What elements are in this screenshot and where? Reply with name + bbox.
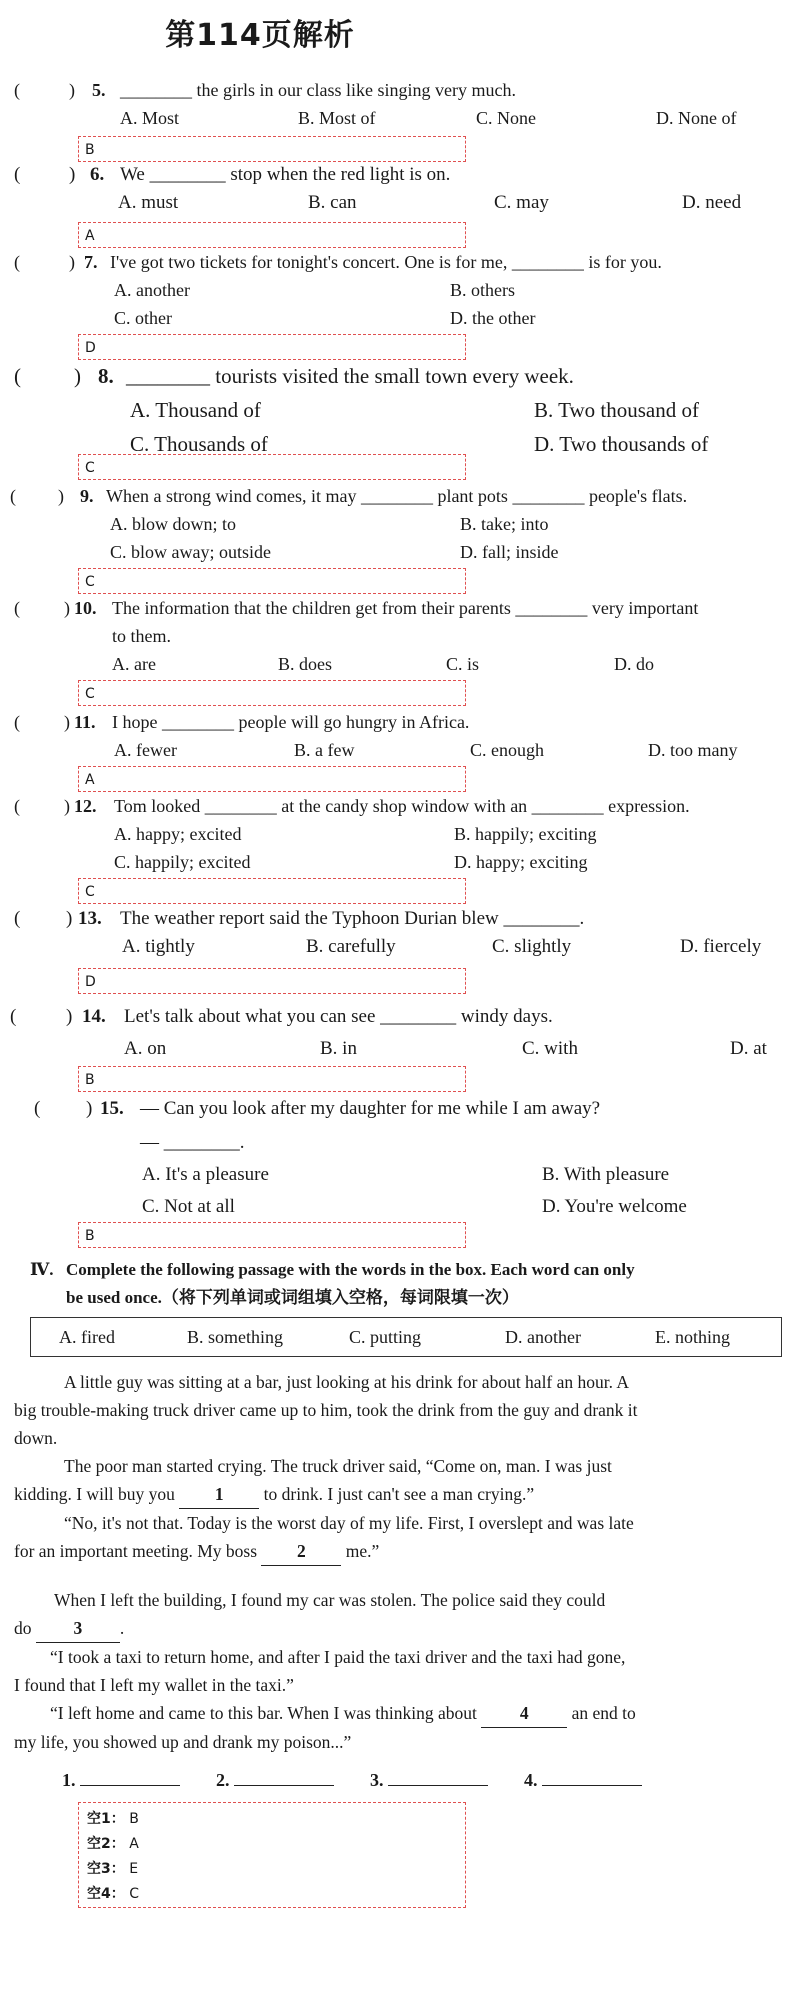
option-a: A. happy; excited [114,824,242,844]
passage-text: me.” [345,1541,380,1561]
option-c: C. Not at all [142,1196,235,1217]
option-c: C. happily; excited [114,852,251,872]
answer-box: A [78,222,466,248]
answer-number: 4. [524,1770,642,1791]
answer-box: B [78,136,466,162]
option-d: D. None of [656,108,737,128]
option-b: B. happily; exciting [454,824,597,844]
blank-1: 1 [179,1480,259,1509]
option-d: D. do [614,654,654,674]
passage-line [14,1480,789,1509]
option-b: B. a few [294,740,355,760]
option-a: A. must [118,192,179,213]
word-option: A. fired [59,1327,115,1347]
option-a: A. tightly [122,936,195,957]
answer-box: B [78,1222,466,1248]
passage [14,1368,789,1756]
option-c: C. may [494,192,549,213]
passage-text: . [119,1618,125,1638]
question-text: ________ the girls in our class like singing very much. [120,80,516,100]
option-c: C. slightly [492,936,572,957]
option-d: D. You're welcome [542,1196,687,1217]
answer-paren: ( ) [14,796,70,816]
option-a: A. fewer [114,740,177,760]
question-text: I hope ________ people will go hungry in Africa. [112,712,470,732]
question-8 [14,364,789,466]
passage-text: do [14,1618,32,1638]
question-number: 7. [84,252,98,272]
passage-line: my life, you showed up and drank my poison...” [14,1732,352,1752]
answer-box: C [78,454,466,480]
blank-4: 4 [481,1699,567,1728]
question-text: The weather report said the Typhoon Durian blew ________. [120,908,585,929]
passage-line: I found that I left my wallet in the taxi.” [14,1675,294,1695]
passage-line: The poor man started crying. The truck driver said, “Come on, man. I was just [64,1456,612,1476]
final-answer-box [78,1802,466,1908]
answer-number: 1. [62,1770,180,1791]
question-number: 12. [74,796,97,816]
answer-box: C [78,568,466,594]
option-a: A. on [124,1038,167,1059]
section-instruction: Complete the following passage with the words in the box. Each word can only [66,1260,635,1279]
option-a: A. Thousand of [130,398,261,422]
passage-line: A little guy was sitting at a bar, just looking at his drink for about half an hour. A [64,1372,630,1392]
question-text: I've got two tickets for tonight's concert. One is for me, ________ is for you. [110,252,662,272]
option-b: B. carefully [306,936,396,957]
question-number: 11. [74,712,96,732]
page-title: 第114页解析 [165,18,355,53]
question-9 [10,486,789,570]
option-b: B. can [308,192,357,213]
option-b: B. take; into [460,514,549,534]
option-b: B. Two thousand of [534,398,699,422]
question-text-cont: to them. [112,626,171,646]
question-text: We ________ stop when the red light is on. [120,164,451,185]
answer-box: A [78,766,466,792]
answer-paren: ( ) [14,712,70,732]
passage-line: down. [14,1428,58,1448]
answer-box: D [78,968,466,994]
option-a: A. Most [120,108,180,128]
question-number: 14. [82,1006,106,1027]
section-instruction-cont: be used once.（将下列单词或词组填入空格，每词限填一次） [66,1288,519,1307]
passage-line: “I took a taxi to return home, and after I paid the taxi driver and the taxi had gone, [50,1647,626,1667]
question-text: — Can you look after my daughter for me while I am away? [140,1098,601,1119]
option-a: A. another [114,280,190,300]
question-number: 9. [80,486,94,506]
answer-paren: ( ) [14,164,76,185]
passage-text: to drink. I just can't see a man crying.” [263,1484,535,1504]
option-b: B. in [320,1038,357,1059]
answer-paren: ( ) [10,486,64,506]
option-d: D. too many [648,740,738,760]
option-a: A. blow down; to [110,514,236,534]
answer-box: D [78,334,466,360]
option-c: C. blow away; outside [110,542,271,562]
question-number: 8. [98,364,114,388]
option-d: D. the other [450,308,536,328]
answer-paren: ( ) [14,364,81,388]
word-option: C. putting [349,1327,422,1347]
option-b: B. does [278,654,332,674]
final-answer-row: 空2： A [87,1836,139,1852]
option-c: C. is [446,654,480,674]
question-text: Tom looked ________ at the candy shop window with an ________ expression. [114,796,690,816]
option-b: B. others [450,280,515,300]
question-15 [14,1098,789,1228]
answer-box: C [78,878,466,904]
option-d: D. Two thousands of [534,432,709,456]
word-option: D. another [505,1327,581,1347]
answer-paren: ( ) [14,252,75,272]
answer-box: C [78,680,466,706]
question-12 [14,796,789,880]
question-6 [14,164,789,220]
question-14 [10,1006,789,1068]
option-c: C. with [522,1038,578,1059]
question-5 [14,80,789,136]
answer-paren: ( ) [10,1006,73,1027]
answer-paren: ( ) [14,80,75,100]
final-answer-row: 空3： E [87,1861,139,1877]
final-answer-row: 空1： B [87,1811,139,1827]
answer-number: 2. [216,1770,334,1791]
option-d: D. fall; inside [460,542,559,562]
option-d: D. at [730,1038,767,1059]
option-c: C. Thousands of [130,432,268,456]
option-d: D. need [682,192,742,213]
word-option: B. something [187,1327,284,1347]
answer-paren: ( ) [14,598,70,618]
passage-line [14,1699,789,1728]
option-d: D. fiercely [680,936,762,957]
option-c: C. other [114,308,172,328]
option-c: C. enough [470,740,544,760]
question-text: The information that the children get from their parents ________ very important [112,598,699,618]
word-box [30,1317,782,1357]
option-b: B. With pleasure [542,1164,670,1185]
passage-text: “I left home and came to this bar. When I was thinking about [50,1703,477,1723]
passage-text: an end to [571,1703,636,1723]
question-7 [14,252,789,336]
passage-text: kidding. I will buy you [14,1484,175,1504]
question-number: 5. [92,80,106,100]
question-number: 13. [78,908,102,929]
passage-line: When I left the building, I found my car was stolen. The police said they could [54,1590,606,1610]
option-d: D. happy; exciting [454,852,588,872]
blank-2: 2 [261,1537,341,1566]
passage-line: big trouble-making truck driver came up to him, took the drink from the guy and drank it [14,1400,638,1420]
section-number: Ⅳ. [30,1260,54,1279]
passage-line [14,1537,789,1566]
question-number: 15. [100,1098,124,1119]
final-answer-row: 空4： C [87,1886,139,1902]
answer-box: B [78,1066,466,1092]
question-text-cont: — ________. [140,1132,245,1153]
question-text: ________ tourists visited the small town every week. [126,364,574,388]
answer-number: 3. [370,1770,488,1791]
question-number: 10. [74,598,97,618]
passage-line [14,1614,789,1643]
question-text: When a strong wind comes, it may ________ plant pots ________ people's flats. [106,486,688,506]
question-number: 6. [90,164,105,185]
option-c: C. None [476,108,536,128]
blank-3: 3 [36,1614,120,1643]
question-13 [14,908,789,966]
option-b: B. Most of [298,108,376,128]
answer-paren: ( ) [34,1098,93,1119]
passage-text: for an important meeting. My boss [14,1541,258,1561]
word-option: E. nothing [655,1327,730,1347]
option-a: A. It's a pleasure [142,1164,269,1185]
question-11 [14,712,789,768]
question-text: Let's talk about what you can see ________ windy days. [124,1006,553,1027]
question-10 [14,598,789,682]
passage-line: “No, it's not that. Today is the worst day of my life. First, I overslept and was late [64,1513,634,1533]
option-a: A. are [112,654,156,674]
answer-paren: ( ) [14,908,73,929]
